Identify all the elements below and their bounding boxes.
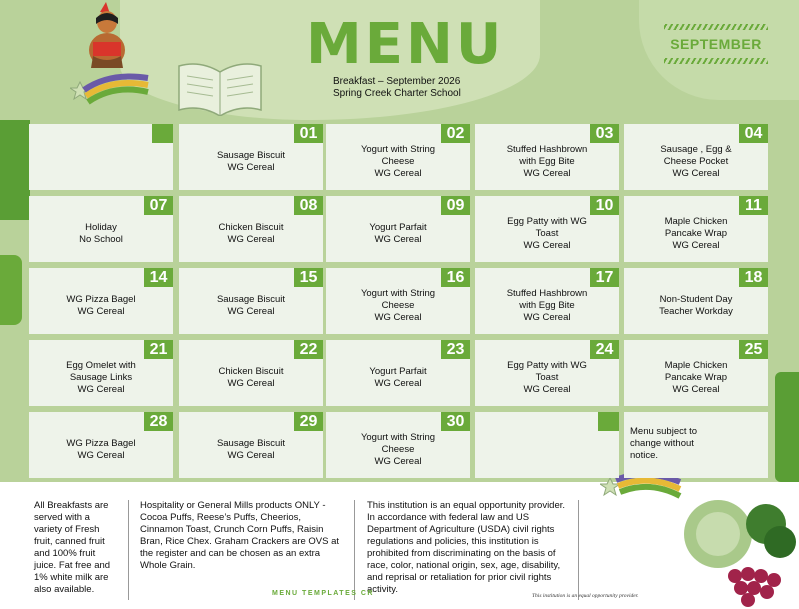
calendar-cell [624,268,768,334]
menu-line: WG Cereal [374,312,422,323]
menu-note [630,416,762,474]
footer-divider [578,500,579,600]
menu-items [481,354,613,402]
menu-line: WG Cereal [77,384,125,395]
day-number: 28 [144,412,173,431]
day-number: 03 [590,124,619,143]
menu-line: WG Pizza Bagel [66,294,136,305]
menu-items [332,282,464,330]
menu-line: WG Pizza Bagel [66,438,136,449]
day-number: 11 [739,196,768,215]
day-number: 18 [739,268,768,287]
menu-line: WG Cereal [77,306,125,317]
day-number: 23 [441,340,470,359]
day-number: 10 [590,196,619,215]
open-book-icon [175,60,265,116]
menu-line: WG Cereal [672,168,720,179]
day-number: 21 [144,340,173,359]
menu-line: Yogurt with String [360,432,436,443]
calendar-cell [326,196,470,262]
menu-line: WG Cereal [227,306,275,317]
menu-line: Holiday [85,222,117,233]
decor-book-spine-left [0,255,22,325]
menu-line: with Egg Bite [519,156,575,167]
subtitle-meal-date: Breakfast – September 2026 [333,76,461,87]
calendar-cell [624,124,768,190]
day-number: 30 [441,412,470,431]
menu-items [35,210,167,258]
menu-line: Sausage , Egg & [660,144,732,155]
menu-line: Egg Patty with WG [507,360,587,371]
corner-square [598,412,619,431]
menu-items [481,138,613,186]
day-number: 02 [441,124,470,143]
calendar-cell [326,268,470,334]
calendar-cell [179,124,323,190]
day-number: 25 [739,340,768,359]
calendar-cell [29,268,173,334]
menu-line: Cheese Pocket [663,156,729,167]
calendar-cell [475,196,619,262]
menu-line: WG Cereal [374,378,422,389]
menu-line: Teacher Workday [659,306,733,317]
menu-items [332,354,464,402]
day-number: 09 [441,196,470,215]
menu-items [481,210,613,258]
calendar-cell [179,268,323,334]
note-line: Menu subject to [630,426,698,437]
menu-items [332,210,464,258]
equal-opportunity-notice: This institution is an equal opportunity provider. [532,593,639,599]
menu-line: WG Cereal [227,378,275,389]
day-number: 04 [739,124,768,143]
menu-line: WG Cereal [523,168,571,179]
calendar-cell [475,340,619,406]
day-number: 01 [294,124,323,143]
menu-line: Toast [535,372,559,383]
menu-items [630,282,762,330]
menu-items [630,138,762,186]
menu-line: Yogurt with String [360,144,436,155]
menu-line: Yogurt Parfait [369,366,427,377]
menu-line: Sausage Biscuit [216,438,286,449]
menu-line: WG Cereal [672,384,720,395]
menu-line: Chicken Biscuit [218,366,284,377]
calendar-cell [326,340,470,406]
menu-items [35,354,167,402]
menu-line: Non-Student Day [659,294,733,305]
footer-divider [128,500,129,600]
menu-line: Maple Chicken [664,360,728,371]
menu-line: WG Cereal [227,162,275,173]
calendar-cell [475,268,619,334]
day-number: 07 [144,196,173,215]
menu-items [185,210,317,258]
menu-line: Cheese [381,156,415,167]
calendar-cell [179,196,323,262]
calendar-cell [179,412,323,478]
menu-line: No School [79,234,123,245]
day-number: 17 [590,268,619,287]
footer-nondiscrimination: This institution is an equal opportunity provider. In accordance with federal law and US Department of Agriculture (USDA) civil rights regulations and policies, this institution is prohibited from discriminating on the basis of race, color, national origin, sex, age, disability, and reprisal or retaliation for prior civil rights activity. [367,500,566,595]
calendar-cell [29,412,173,478]
day-number: 24 [590,340,619,359]
menu-line: Sausage Links [69,372,133,383]
menu-items [481,282,613,330]
menu-line: Yogurt with String [360,288,436,299]
menu-items [185,426,317,474]
calendar-cell-empty [29,124,173,190]
menu-line: Pancake Wrap [664,372,728,383]
menu-line: with Egg Bite [519,300,575,311]
calendar-cell [326,412,470,478]
menu-items [630,210,762,258]
menu-line: Chicken Biscuit [218,222,284,233]
menu-line: WG Cereal [523,312,571,323]
menu-line: WG Cereal [374,456,422,467]
day-number: 14 [144,268,173,287]
menu-line: WG Cereal [374,168,422,179]
menu-line: Sausage Biscuit [216,150,286,161]
subtitle-school: Spring Creek Charter School [333,88,461,99]
menu-line: Egg Patty with WG [507,216,587,227]
calendar-cell-note [624,412,768,478]
menu-items [332,138,464,186]
calendar-cell [179,340,323,406]
menu-items [185,354,317,402]
menu-line: Pancake Wrap [664,228,728,239]
corner-square [152,124,173,143]
menu-line: Stuffed Hashbrown [506,144,588,155]
template-credit: MENU TEMPLATES CR [272,590,374,597]
menu-line: Sausage Biscuit [216,294,286,305]
menu-line: WG Cereal [374,234,422,245]
menu-line: Yogurt Parfait [369,222,427,233]
menu-line: WG Cereal [77,450,125,461]
day-number: 08 [294,196,323,215]
day-number: 29 [294,412,323,431]
menu-line: WG Cereal [227,450,275,461]
shooting-star-rainbow-icon [70,68,150,112]
page-subtitle [333,76,461,100]
menu-line: Toast [535,228,559,239]
calendar-cell [29,340,173,406]
month-stripes-bottom [664,58,768,64]
decor-book-right [775,372,799,482]
calendar-cell [326,124,470,190]
decor-book-left [0,120,30,220]
calendar-cell [624,196,768,262]
menu-line: Stuffed Hashbrown [506,288,588,299]
menu-items [185,138,317,186]
menu-items [185,282,317,330]
menu-line: WG Cereal [227,234,275,245]
month-label: SEPTEMBER [670,36,762,52]
menu-line: Maple Chicken [664,216,728,227]
note-line: change without [630,438,694,449]
calendar-cell [29,196,173,262]
menu-line: Cheese [381,300,415,311]
menu-items [332,426,464,474]
calendar-cell-empty [475,412,619,478]
note-line: notice. [630,450,658,461]
menu-items [630,354,762,402]
day-number: 22 [294,340,323,359]
menu-items [35,426,167,474]
mascot-reading-icon [78,2,136,70]
footer-cereal-info: Hospitality or General Mills products ONLY - Cocoa Puffs, Reese’s Puffs, Cheerios, Cinnamon Toast, Crunch Corn Puffs, Raisin Bran, Rice Chex. Graham Crackers are OVS at the register and can be chosen as an extra Whole Grain. [140,500,340,571]
month-banner [664,24,768,64]
menu-line: WG Cereal [523,240,571,251]
menu-line: WG Cereal [672,240,720,251]
day-number: 16 [441,268,470,287]
page-title: MENU [306,12,505,77]
vegetables-illustration-icon [680,484,799,609]
menu-line: WG Cereal [523,384,571,395]
calendar-cell [624,340,768,406]
footer-divider [354,500,355,600]
menu-line: Cheese [381,444,415,455]
day-number: 15 [294,268,323,287]
menu-items [35,282,167,330]
calendar-cell [475,124,619,190]
footer-breakfast-info: All Breakfasts are served with a variety of Fresh fruit, canned fruit and 100% fruit juice. Fat free and 1% white milk are also available. [34,500,111,595]
menu-line: Egg Omelet with [66,360,136,371]
